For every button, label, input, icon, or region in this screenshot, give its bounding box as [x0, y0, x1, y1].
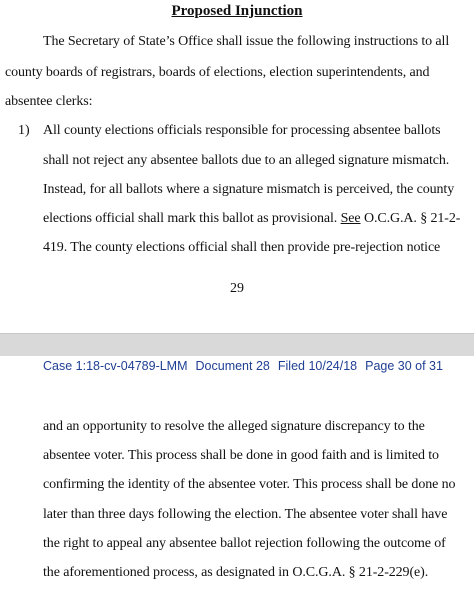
document-number: Document 28 — [195, 359, 270, 373]
list-item-line: 419. The county elections official shall then provide pre-rejection notice — [43, 240, 441, 255]
body-line: and an opportunity to resolve the alleged signature discrepancy to the — [43, 419, 425, 434]
intro-line: county boards of registrars, boards of elections, election superintendents, and — [5, 65, 430, 80]
case-header — [43, 358, 451, 374]
filed-date: Filed 10/24/18 — [277, 359, 358, 373]
intro-line: absentee clerks: — [5, 94, 93, 109]
page-indicator: Page 30 of 31 — [365, 359, 443, 373]
body-line: the aforementioned process, as designated in O.C.G.A. § 21-2-229(e). — [43, 565, 429, 580]
page-separator — [0, 333, 474, 357]
intro-line: The Secretary of State’s Office shall issue the following instructions to all — [43, 34, 450, 49]
body-line: the right to appeal any absentee ballot rejection following the outcome of — [43, 536, 446, 551]
page-number: 29 — [230, 281, 244, 296]
case-number: Case 1:18-cv-04789-LMM — [43, 359, 188, 373]
document-heading: Proposed Injunction — [171, 3, 303, 19]
body-line: later than three days following the election. The absentee voter shall have — [43, 507, 448, 522]
list-item-line: shall not reject any absentee ballots due to an alleged signature mismatch. — [43, 153, 450, 168]
page-30 — [0, 356, 474, 590]
body-line: confirming the identity of the absentee voter. This process shall be done no — [43, 477, 456, 492]
citation: O.C.G.A. § 21-2- — [363, 211, 461, 226]
body-line: absentee voter. This process shall be done in good faith and is limited to — [43, 448, 439, 463]
list-item-line — [43, 210, 460, 228]
list-item-number: 1) — [18, 123, 30, 138]
see-signal: See — [340, 211, 361, 226]
list-item-line: All county elections officials responsible for processing absentee ballots — [43, 123, 441, 138]
list-item-text: elections official shall mark this ballot as provisional. — [43, 211, 338, 226]
list-item-line: Instead, for all ballots where a signature mismatch is perceived, the county — [43, 182, 455, 197]
